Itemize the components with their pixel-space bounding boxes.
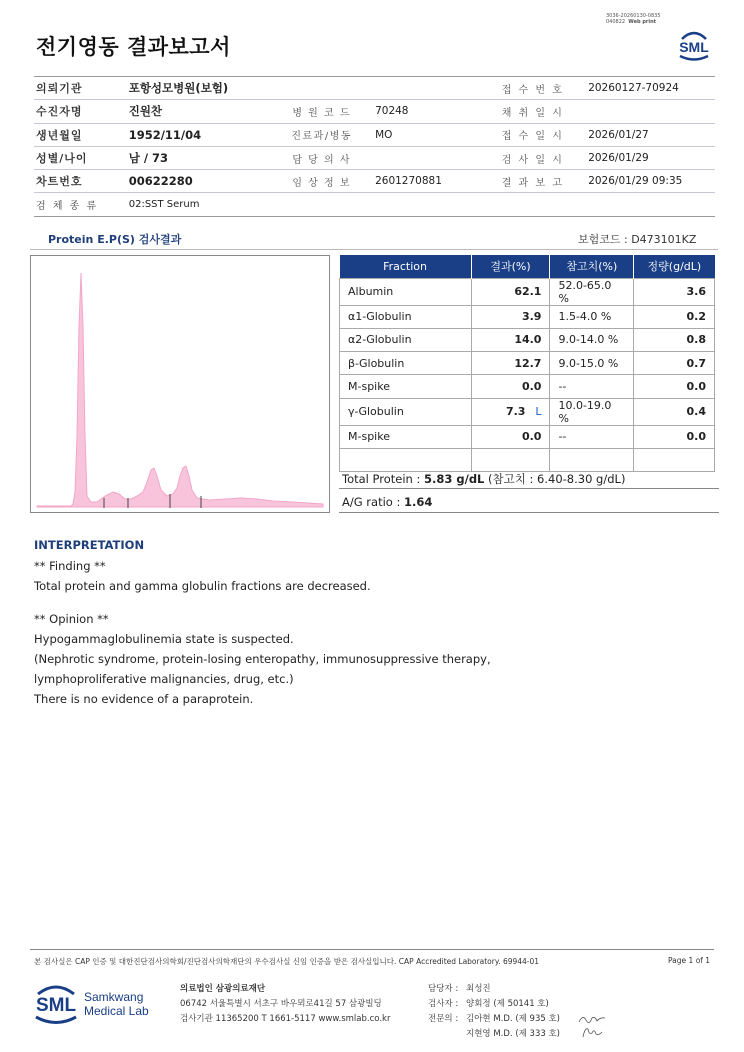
staff-role: [428, 1027, 466, 1042]
logo-line-2: Medical Lab: [84, 1004, 149, 1018]
fraction-name: γ-Globulin: [340, 398, 472, 425]
fraction-name: M-spike: [340, 375, 472, 398]
sml-logo-text: SML: [35, 995, 77, 1016]
staff-name: 최성진: [466, 984, 491, 994]
interpretation-title: INTERPRETATION: [34, 538, 145, 552]
samkwang-logo-icon: [34, 980, 164, 1026]
header-result: 결과(%): [471, 255, 550, 278]
fraction-result: 7.3: [505, 405, 526, 419]
info-value: 20260127-70924: [574, 77, 715, 100]
info-row: [34, 77, 715, 100]
accreditation-note: 본 검사실은 CAP 인증 및 대한진단검사의학회/진단검사의학재단의 우수검사실 신임 인증을 받은 검사실입니다. CAP Accredited Laboratory. 69944-01: [34, 957, 540, 966]
info-value: [363, 146, 491, 169]
info-label: 채 취 일 시: [491, 100, 574, 123]
info-label: 검 사 일 시: [491, 146, 574, 169]
low-flag: L: [535, 405, 542, 419]
staff-row: [428, 982, 560, 997]
fraction-header-row: [340, 255, 715, 278]
opinion-line: (Nephrotic syndrome, protein-losing enteropathy, immunosuppressive therapy,: [34, 652, 491, 666]
table-row: [340, 328, 715, 351]
staff-row: [428, 997, 560, 1012]
info-value: 포항성모병원(보험): [115, 77, 492, 100]
patient-info-table: [34, 76, 715, 217]
finding-heading: ** Finding **: [34, 559, 106, 573]
info-value: 진원찬: [115, 100, 281, 123]
info-label: 성별/나이: [34, 146, 115, 169]
fraction-amount: 3.6: [634, 278, 715, 305]
info-label: 진료과/병동: [280, 123, 363, 146]
fraction-reference: 9.0-14.0 %: [550, 328, 634, 351]
info-value: MO: [363, 123, 491, 146]
table-row: [340, 278, 715, 305]
info-row: [34, 123, 715, 146]
info-row: [34, 146, 715, 169]
fraction-result: 3.9: [471, 305, 550, 328]
ag-ratio: [339, 490, 719, 513]
opinion-line: There is no evidence of a paraprotein.: [34, 692, 254, 706]
staff-role: 검사자 :: [428, 999, 459, 1009]
insurance-code: 보험코드 : D473101KZ: [578, 233, 697, 246]
info-row: [34, 100, 715, 123]
web-print-label: Web print: [628, 19, 657, 25]
info-label: 임 상 정 보: [280, 170, 363, 193]
header-amount: 정량(g/dL): [634, 255, 715, 278]
fraction-result: 14.0: [471, 328, 550, 351]
table-row: [340, 352, 715, 375]
info-value: 2026/01/29: [574, 146, 715, 169]
fraction-amount: 0.0: [634, 425, 715, 448]
info-value: 남 / 73: [115, 146, 281, 169]
fraction-amount: 0.7: [634, 352, 715, 375]
info-row: [34, 170, 715, 193]
electrophoresis-graph: [30, 255, 330, 513]
info-value: 1952/11/04: [115, 123, 281, 146]
info-label: 차트번호: [34, 170, 115, 193]
info-label: 접 수 번 호: [491, 77, 574, 100]
section-title: Protein E.P(S) 검사결과: [48, 233, 182, 246]
fraction-name: M-spike: [340, 425, 472, 448]
opinion-heading: ** Opinion **: [34, 612, 109, 626]
fraction-result-cell: [471, 398, 550, 425]
staff-name: 지현영 M.D. (제 333 호): [466, 1029, 561, 1039]
fraction-amount: 0.4: [634, 398, 715, 425]
fraction-amount: 0.0: [634, 375, 715, 398]
fraction-result: 0.0: [471, 375, 550, 398]
staff-info: [428, 982, 560, 1042]
section-divider: [30, 249, 718, 250]
signature-icon: [578, 1012, 606, 1026]
table-row: [340, 305, 715, 328]
fraction-reference: 10.0-19.0 %: [550, 398, 634, 425]
ag-ratio-value: 1.64: [404, 495, 433, 509]
fraction-result: 12.7: [471, 352, 550, 375]
fraction-table: [339, 255, 715, 472]
staff-name: 양회정 (제 50141 호): [466, 999, 549, 1009]
report-title: 전기영동 결과보고서: [36, 35, 231, 59]
finding-text: Total protein and gamma globulin fractions are decreased.: [34, 579, 371, 593]
fraction-name: α2-Globulin: [340, 328, 472, 351]
document-code: [606, 13, 661, 25]
info-label: 병 원 코 드: [280, 100, 363, 123]
fraction-reference: 9.0-15.0 %: [550, 352, 634, 375]
fraction-reference: --: [550, 375, 634, 398]
page-number: Page 1 of 1: [668, 956, 711, 965]
footer-divider: [30, 949, 714, 950]
organization-name: 의료법인 삼광의료재단: [180, 984, 266, 994]
info-label: 수진자명: [34, 100, 115, 123]
info-label: 의뢰기관: [34, 77, 115, 100]
table-row: [340, 398, 715, 425]
fraction-reference: 1.5-4.0 %: [550, 305, 634, 328]
document-code-line2: 040822: [606, 19, 626, 25]
staff-name: 김아현 M.D. (제 935 호): [466, 1014, 561, 1024]
info-label: 담 당 의 사: [280, 146, 363, 169]
specimen-label: 검 체 종 류: [34, 193, 115, 216]
info-value: [574, 100, 715, 123]
densitometry-curve: [31, 256, 329, 512]
info-value: 00622280: [115, 170, 281, 193]
opinion-line: Hypogammaglobulinemia state is suspected.: [34, 632, 294, 646]
info-value: 2026/01/27: [574, 123, 715, 146]
table-row: [340, 375, 715, 398]
staff-row: [428, 1012, 560, 1027]
total-protein-reference: (참고치 : 6.40-8.30 g/dL): [488, 472, 626, 486]
sml-logo-icon: [674, 25, 714, 63]
sml-logo-text: SML: [679, 39, 709, 55]
info-value: 70248: [363, 100, 491, 123]
info-value: 2026/01/29 09:35: [574, 170, 715, 193]
info-label: 생년월일: [34, 123, 115, 146]
info-value: 2601270881: [363, 170, 491, 193]
fraction-name: β-Globulin: [340, 352, 472, 375]
staff-role: 담당자 :: [428, 984, 459, 994]
total-protein-value: 5.83 g/dL: [424, 472, 485, 486]
info-row: [34, 193, 715, 216]
logo-line-1: Samkwang: [84, 990, 144, 1004]
staff-row: [428, 1027, 560, 1042]
staff-role: 전문의 :: [428, 1014, 459, 1024]
ag-ratio-label: A/G ratio :: [342, 495, 401, 509]
fraction-name: α1-Globulin: [340, 305, 472, 328]
info-label: 접 수 일 시: [491, 123, 574, 146]
specimen-value: 02:SST Serum: [115, 193, 715, 216]
organization-address: 06742 서울특별시 서초구 바우뫼로41길 57 삼광빌딩: [180, 999, 382, 1009]
opinion-line: lymphoproliferative malignancies, drug, etc.): [34, 672, 294, 686]
organization-info: [180, 982, 390, 1027]
info-label: 결 과 보 고: [491, 170, 574, 193]
header-reference: 참고치(%): [550, 255, 634, 278]
fraction-result: 0.0: [471, 425, 550, 448]
fraction-name: Albumin: [340, 278, 472, 305]
signature-icon: [580, 1025, 604, 1039]
fraction-reference: --: [550, 425, 634, 448]
fraction-amount: 0.8: [634, 328, 715, 351]
total-protein: [339, 466, 719, 489]
fraction-amount: 0.2: [634, 305, 715, 328]
fraction-result: 62.1: [471, 278, 550, 305]
total-protein-label: Total Protein :: [342, 472, 421, 486]
table-row: [340, 425, 715, 448]
organization-contact: 검사기관 11365200 T 1661-5117 www.smlab.co.kr: [180, 1014, 391, 1024]
fraction-reference: 52.0-65.0 %: [550, 278, 634, 305]
header-fraction: Fraction: [340, 255, 472, 278]
document-code-line1: 3036-20260130-0835: [606, 13, 661, 19]
